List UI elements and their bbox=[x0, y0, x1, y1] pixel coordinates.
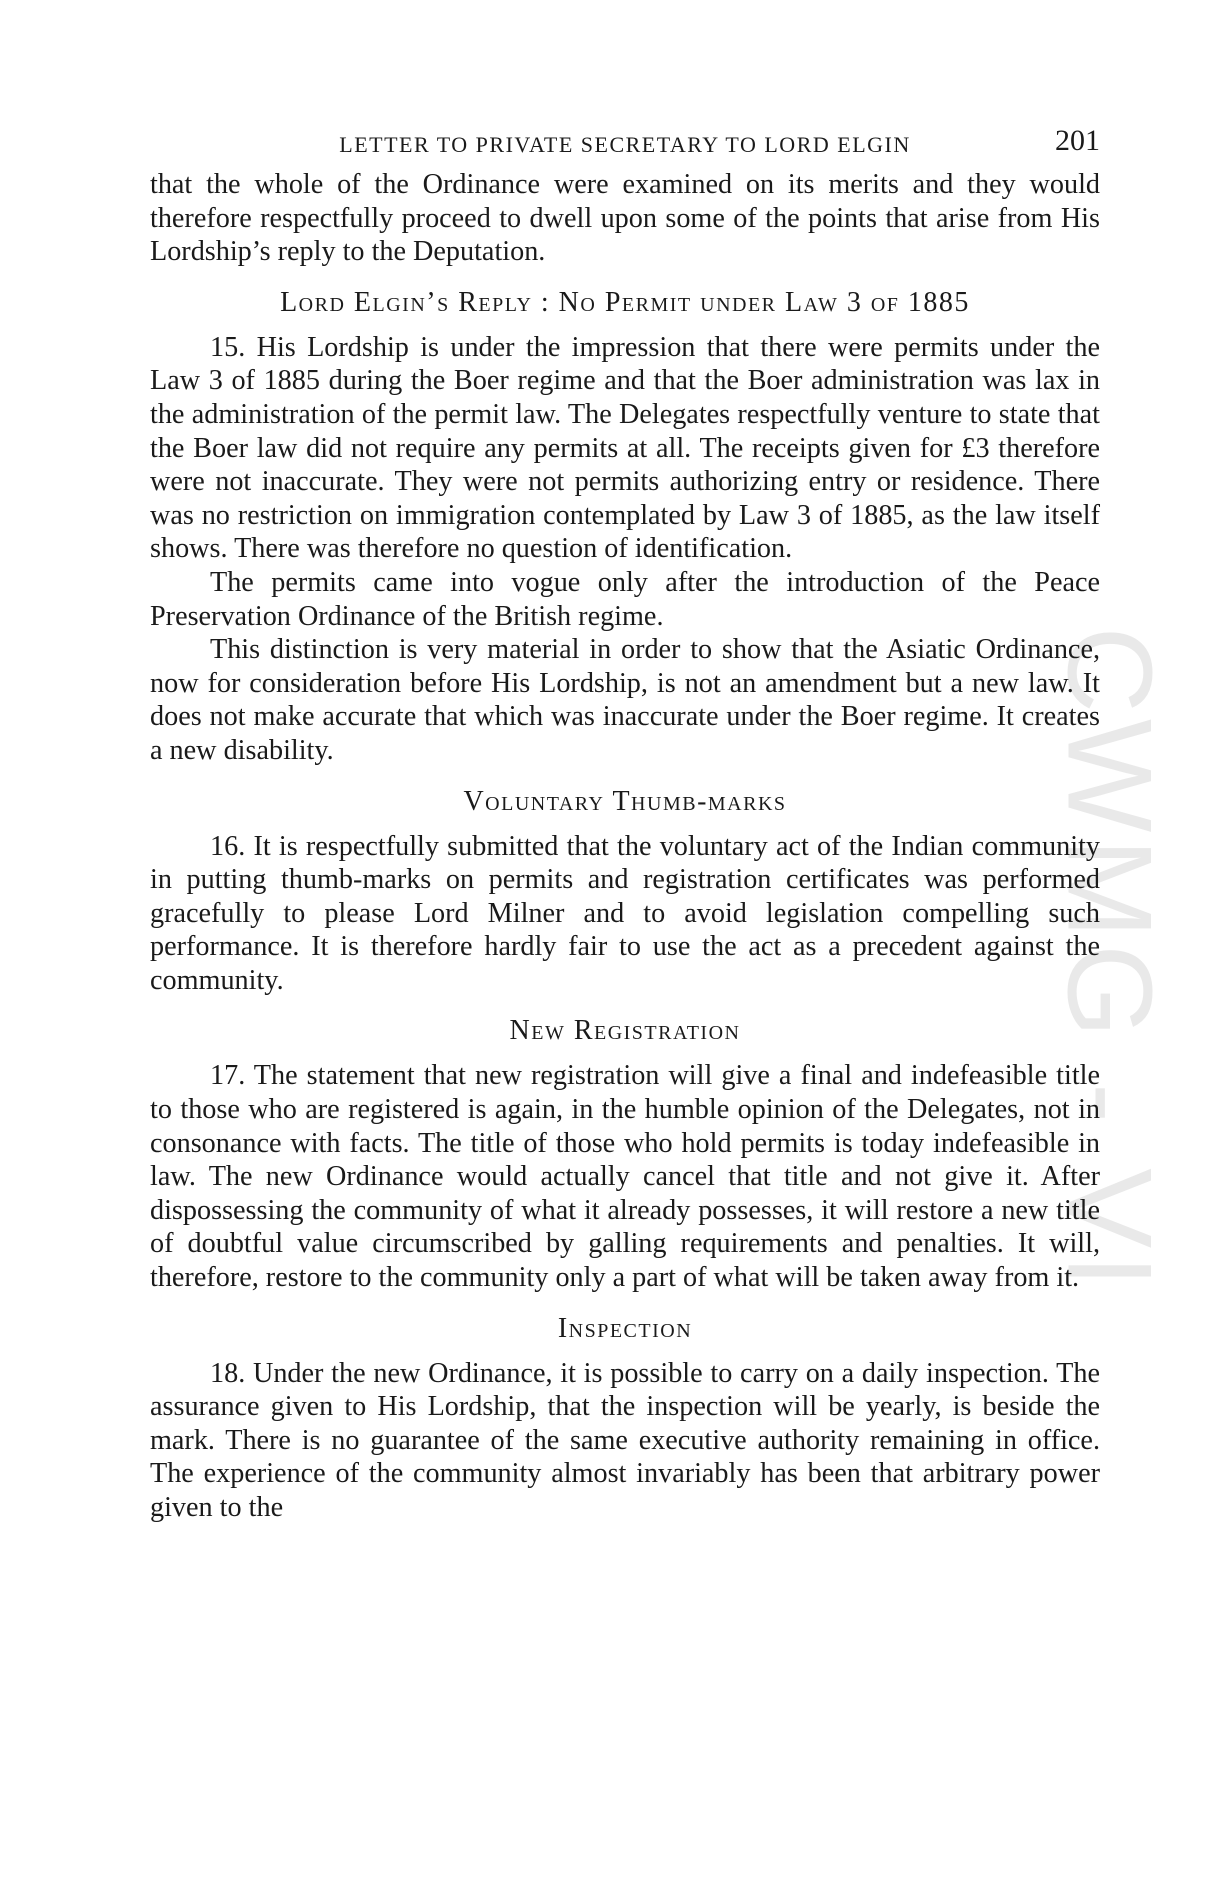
running-head bbox=[150, 124, 1100, 168]
paragraph-18: 18. Under the new Ordinance, it is possible to carry on a daily inspection. The assurance given to His Lordship, that the inspection will be yearly, is beside the mark. There is no guarantee of the same executive authority remaining in office. The experience of the community almost invariably has been that arbitrary power given to the bbox=[150, 1357, 1100, 1523]
paragraph-intro: that the whole of the Ordinance were examined on its merits and they would therefore respectfully proceed to dwell upon some of the points that arise from His Lordship’s reply to the Deputation. bbox=[150, 169, 1100, 268]
heading-no-permit: Lord Elgin’s Reply : No Permit under Law 3 of 1885 bbox=[280, 286, 970, 318]
watermark-text: CWMG - VI bbox=[1043, 626, 1177, 1294]
paragraph-15: 15. His Lordship is under the impression that there were permits under the Law 3 of 1885 during the Boer regime and that the Boer administration was lax in the administration of the permit law. The Delegates respectfully venture to state that the Boer law did not require any permits at all. The receipts given for £3 therefore were not inaccurate. They were not permits authorizing entry or residence. There was no restriction on immigration contemplated by Law 3 of 1885, as the law itself shows. There was therefore no question of identification. bbox=[150, 331, 1100, 565]
heading-thumb-marks: Voluntary Thumb-marks bbox=[463, 785, 787, 817]
paragraph-16: 16. It is respectfully submitted that the voluntary act of the Indian community in putting thumb-marks on permits and registration certificates was performed gracefully to please Lord Milner and to avoid legislation compelling such performance. It is therefore hardly fair to use the act as a precedent against the community. bbox=[150, 830, 1100, 996]
paragraph-15b: The permits came into vogue only after the introduction of the Peace Preservation Ordinance of the British regime. bbox=[150, 566, 1100, 632]
paragraph-15c: This distinction is very material in order to show that the Asiatic Ordinance, now for consideration before His Lordship, is not an amendment but a new law. It does not make accurate that which was inaccurate under the Boer regime. It creates a new disability. bbox=[150, 634, 1100, 766]
page bbox=[150, 124, 1100, 1525]
running-title: LETTER TO PRIVATE SECRETARY TO LORD ELGIN bbox=[339, 132, 911, 157]
heading-new-registration: New Registration bbox=[509, 1015, 741, 1047]
heading-inspection: Inspection bbox=[557, 1312, 693, 1344]
page-number: 201 bbox=[1055, 124, 1100, 157]
paragraph-17: 17. The statement that new registration will give a final and indefeasible title to those who are registered is again, in the humble opinion of the Delegates, not in consonance with facts. The title of those who hold permits is today indefeasible in law. The new Ordinance would actually cancel that title and not give it. After dispossessing the community of what it already possesses, it will restore a new title of doubtful value circumscribed by galling requirements and penalties. It will, therefore, restore to the community only a part of what will be taken away from it. bbox=[150, 1060, 1100, 1294]
